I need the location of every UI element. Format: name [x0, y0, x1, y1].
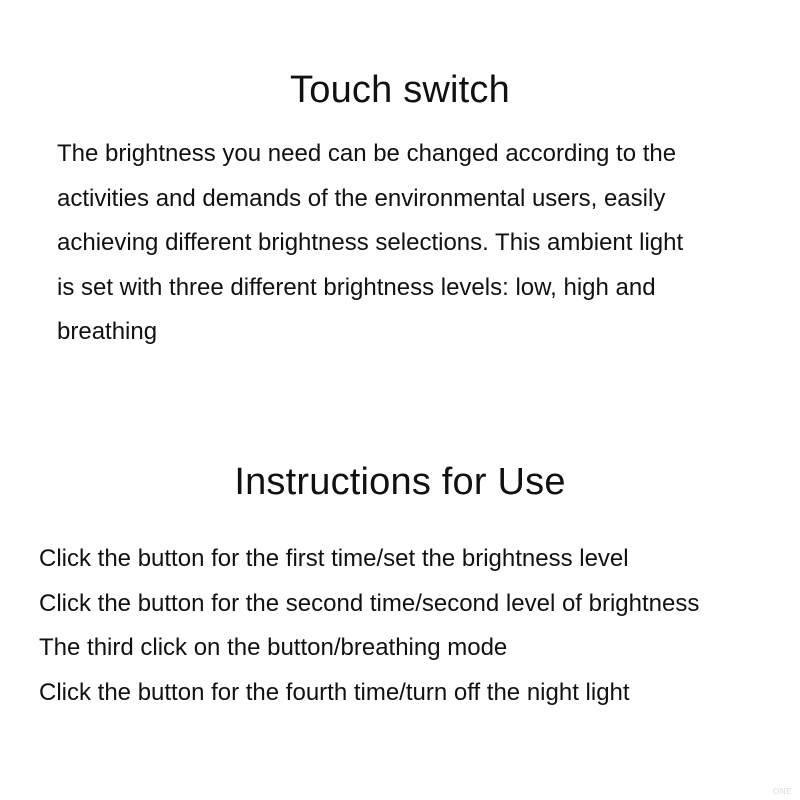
touch-switch-title: Touch switch — [290, 69, 510, 111]
instruction-item: Click the button for the second time/second level of brightness — [39, 589, 700, 617]
instructions-list — [39, 537, 699, 715]
description-line: achieving different brightness selections. This ambient light — [57, 229, 684, 256]
instruction-item: Click the button for the fourth time/turn off the night light — [39, 678, 630, 706]
instruction-item: Click the button for the first time/set the brightness level — [39, 545, 629, 572]
touch-switch-description — [57, 132, 787, 355]
description-line: breathing — [57, 318, 158, 345]
description-line: is set with three different brightness levels: low, high and — [57, 273, 656, 301]
description-line: activities and demands of the environmental users, easily — [57, 184, 666, 212]
instructions-title: Instructions for Use — [234, 461, 566, 503]
instruction-item: The third click on the button/breathing mode — [39, 634, 508, 661]
watermark: ONE — [773, 787, 792, 796]
description-line: The brightness you need can be changed according to the — [57, 140, 677, 167]
